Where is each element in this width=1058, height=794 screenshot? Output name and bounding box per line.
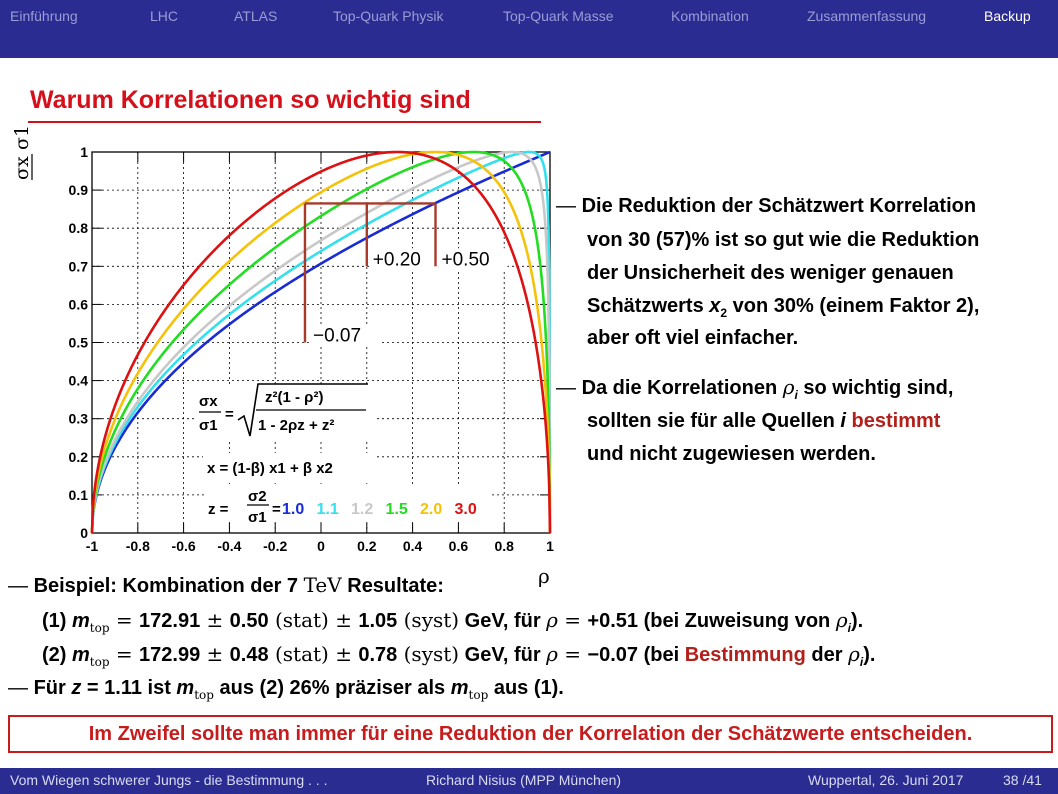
y-tick-label: 1	[80, 144, 88, 160]
x-tick-label: 0.2	[357, 538, 377, 554]
y-tick-label: 0.4	[68, 372, 88, 389]
y-tick-label: 0.9	[68, 182, 88, 199]
marker-label: +0.20	[372, 249, 421, 271]
svg-text:=: =	[225, 406, 234, 423]
footer-author: Richard Nisius (MPP München)	[426, 772, 622, 788]
x-tick-label: 1	[546, 538, 554, 554]
footer-bar	[0, 768, 1058, 794]
x-tick-label: 0.8	[494, 538, 514, 554]
slide-title: Warum Korrelationen so wichtig sind	[30, 86, 471, 114]
nav-item-atlas[interactable]: ATLAS	[234, 8, 278, 24]
nav-item-top-quark-physik[interactable]: Top-Quark Physik	[333, 8, 444, 24]
svg-text:σx: σx	[199, 393, 218, 410]
result-line-2: (2) $m_{top} = 172.99 \pm 0.48$ (stat) ± 0.78 (syst) GeV, für ρ = −0.07 (bei Bestimmung der $\rho_i$).	[42, 642, 876, 669]
bullet-correlations: — Da die Korrelationen $\rho_i$ so wichtig sind,	[556, 375, 954, 402]
title-underline	[28, 121, 541, 123]
x-tick-label: -0.6	[171, 538, 196, 554]
svg-text:σx: σx	[11, 156, 33, 180]
y-tick-label: 0.6	[68, 296, 88, 313]
nav-item-backup[interactable]: Backup	[984, 8, 1031, 24]
formula-sigma-ratio	[196, 384, 374, 442]
y-tick-label: 0.8	[68, 220, 88, 237]
svg-text:1 - 2ρz + z²: 1 - 2ρz + z²	[258, 417, 335, 434]
z-legend-1.1: 1.1	[316, 501, 339, 518]
result-line-1: (1) $m_{top} = 172.91 \pm 0.50$ (stat) ± 1.05 (syst) GeV, für ρ = +0.51 (bei Zuweisung von $\rho_i$).	[42, 608, 864, 635]
svg-text:z =: z =	[208, 501, 229, 518]
y-tick-label: 0	[80, 525, 88, 541]
y-tick-labels	[69, 144, 89, 541]
y-tick-label: 0.2	[68, 448, 88, 465]
bullet-reduction-line4: Schätzwerts $x_2$ von 30% (einem Faktor 2),	[587, 295, 980, 320]
svg-text:z²(1 - ρ²): z²(1 - ρ²)	[265, 389, 324, 406]
svg-text:σ1: σ1	[248, 509, 267, 526]
bullet-reduction-line3: der Unsicherheit des weniger genauen	[587, 262, 954, 284]
footer-talk-title: Vom Wiegen schwerer Jungs - die Bestimmung . . .	[10, 772, 328, 788]
z-legend-1.5: 1.5	[385, 501, 408, 518]
bullet-reduction: — Die Reduktion der Schätzwert Korrelation	[556, 195, 977, 217]
x-axis-label: ρ	[538, 564, 550, 588]
chart-markers	[305, 203, 508, 346]
nav-item-kombination[interactable]: Kombination	[671, 8, 749, 24]
bullet-reduction-line5: aber oft viel einfacher.	[587, 327, 799, 349]
x-tick-label: 0	[317, 538, 325, 554]
y-tick-label: 0.5	[68, 334, 88, 351]
marker-label: +0.50	[441, 249, 490, 271]
svg-text:σ1: σ1	[199, 417, 218, 434]
bullet-correlations-line3: und nicht zugewiesen werden.	[587, 443, 876, 465]
z-legend-2.0: 2.0	[420, 501, 443, 518]
bullet-correlations-line2: sollten sie für alle Quellen i bestimmt	[587, 410, 941, 432]
x-tick-label: -0.8	[125, 538, 150, 554]
x-tick-labels	[86, 538, 554, 554]
formula-x-combination	[203, 453, 375, 483]
navigation-bar	[0, 0, 1058, 58]
y-tick-label: 0.1	[68, 486, 88, 503]
z-legend-1.0: 1.0	[282, 501, 305, 518]
footer-page-number: 38 /41	[1003, 772, 1042, 788]
y-axis-label	[11, 125, 33, 180]
x-tick-label: 0.4	[402, 538, 423, 554]
marker-label: −0.07	[312, 325, 362, 347]
bullet-example: — Beispiel: Kombination der 7 TeV Resultate:	[8, 573, 444, 597]
nav-item-top-quark-masse[interactable]: Top-Quark Masse	[503, 8, 614, 24]
x-tick-label: -0.4	[217, 538, 242, 554]
correlation-chart	[0, 124, 560, 590]
x-tick-label: 0.6	[448, 538, 469, 554]
nav-item-einfuehrung[interactable]: Einführung	[10, 8, 78, 24]
formula-z-definition	[205, 486, 490, 526]
bullet-precision: — Für z = 1.11 ist $m_{top}$ aus (2) 26% präziser als $m_{top}$ aus (1).	[8, 677, 564, 702]
z-legend-3.0: 3.0	[454, 501, 477, 518]
nav-item-zusammenfassung[interactable]: Zusammenfassung	[807, 8, 927, 24]
x-tick-label: -1	[85, 538, 99, 554]
x-tick-label: -0.2	[263, 538, 288, 554]
svg-text:x = (1-β) x1 + β x2: x = (1-β) x1 + β x2	[207, 460, 333, 477]
z-legend-1.2: 1.2	[351, 501, 374, 518]
y-tick-label: 0.3	[68, 410, 88, 427]
svg-text:σ2: σ2	[248, 488, 267, 505]
svg-text:σ1: σ1	[11, 124, 33, 150]
conclusion-callout: Im Zweifel sollte man immer für eine Reduktion der Korrelation der Schätzwerte entscheiden.	[8, 715, 1053, 753]
nav-item-lhc[interactable]: LHC	[150, 8, 179, 24]
y-tick-label: 0.7	[68, 258, 88, 275]
svg-text:=: =	[272, 501, 281, 518]
footer-venue-date: Wuppertal, 26. Juni 2017	[808, 772, 964, 788]
bullet-reduction-line2: von 30 (57)% ist so gut wie die Reduktion	[587, 229, 980, 251]
